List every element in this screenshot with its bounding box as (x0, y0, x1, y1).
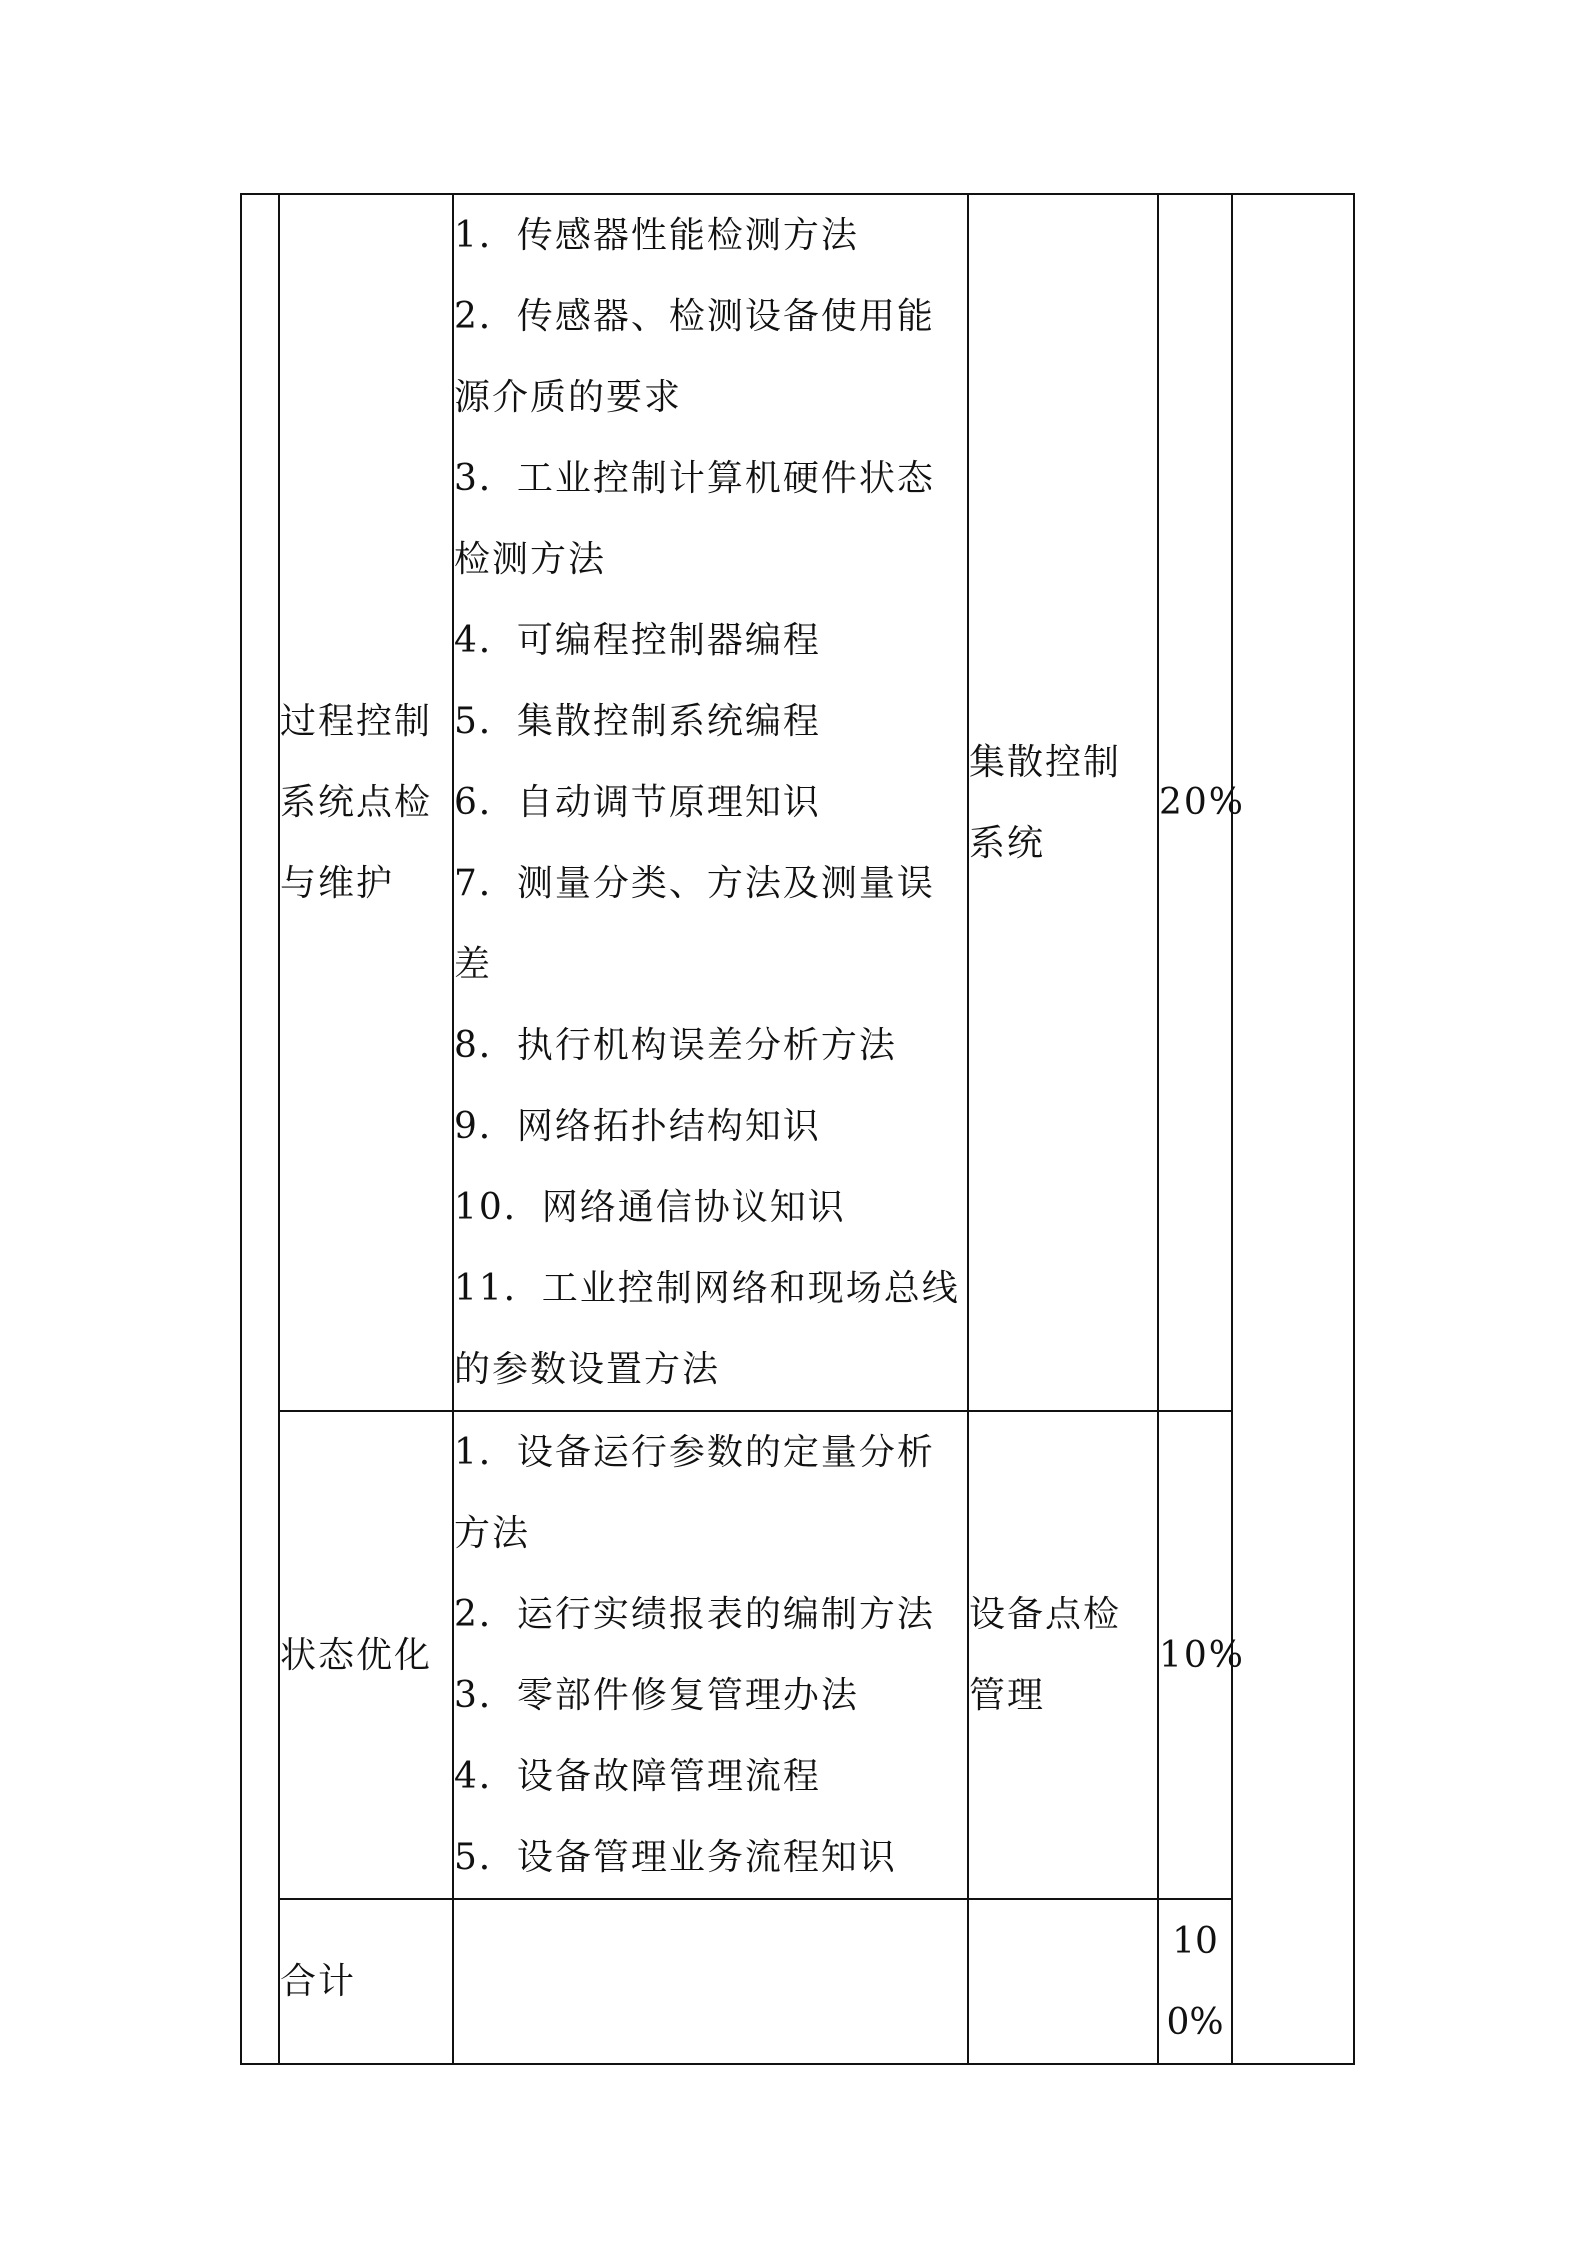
knowledge-items-cell (453, 194, 968, 1411)
list-item: 4．可编程控制器编程 (454, 620, 821, 661)
weight-cell (1158, 194, 1246, 1411)
module-cell (279, 1411, 453, 1899)
list-item: 4．设备故障管理流程 (454, 1756, 821, 1797)
reference-cell (968, 1411, 1158, 1899)
weight-cell (1158, 1411, 1246, 1899)
list-item: 6．自动调节原理知识 (454, 782, 821, 823)
list-item: 10．网络通信协议知识 (454, 1187, 846, 1228)
table-row (241, 194, 1354, 1411)
table-row (241, 1899, 1354, 2064)
total-weight-value: 100% (1166, 1920, 1224, 2043)
total-label: 合计 (280, 1961, 357, 2002)
empty-cell (453, 1899, 968, 2064)
module-name: 过程控制系统点检与维护 (280, 701, 433, 904)
total-label-cell (279, 1899, 453, 2064)
weight-value: 20% (1159, 782, 1246, 823)
list-item: 3．工业控制计算机硬件状态检测方法 (454, 458, 935, 580)
weight-value: 10% (1159, 1634, 1246, 1676)
list-item: 5．设备管理业务流程知识 (454, 1837, 897, 1878)
knowledge-list (454, 195, 967, 1410)
module-cell (279, 194, 453, 1411)
list-item: 2．运行实绩报表的编制方法 (454, 1594, 935, 1635)
knowledge-list (454, 1412, 967, 1898)
training-content-table (240, 193, 1355, 2065)
reference-text: 设备点检管理 (969, 1594, 1122, 1716)
table-row (241, 1411, 1354, 1899)
list-item: 11．工业控制网络和现场总线的参数设置方法 (454, 1268, 960, 1390)
list-item: 1．传感器性能检测方法 (454, 215, 859, 256)
empty-cell (968, 1899, 1158, 2064)
list-item: 5．集散控制系统编程 (454, 701, 821, 742)
reference-text: 集散控制系统 (969, 741, 1122, 864)
list-item: 1．设备运行参数的定量分析方法 (454, 1432, 935, 1554)
continuation-cell (241, 194, 279, 2064)
list-item: 9．网络拓扑结构知识 (454, 1106, 821, 1147)
list-item: 8．执行机构误差分析方法 (454, 1025, 897, 1066)
reference-cell (968, 194, 1158, 1411)
list-item: 2．传感器、检测设备使用能源介质的要求 (454, 296, 935, 418)
remarks-cell (1232, 194, 1354, 2064)
list-item: 3．零部件修复管理办法 (454, 1675, 859, 1716)
list-item: 7．测量分类、方法及测量误差 (454, 863, 935, 985)
knowledge-items-cell (453, 1411, 968, 1899)
total-weight-cell (1158, 1899, 1232, 2064)
module-name: 状态优化 (280, 1634, 433, 1676)
